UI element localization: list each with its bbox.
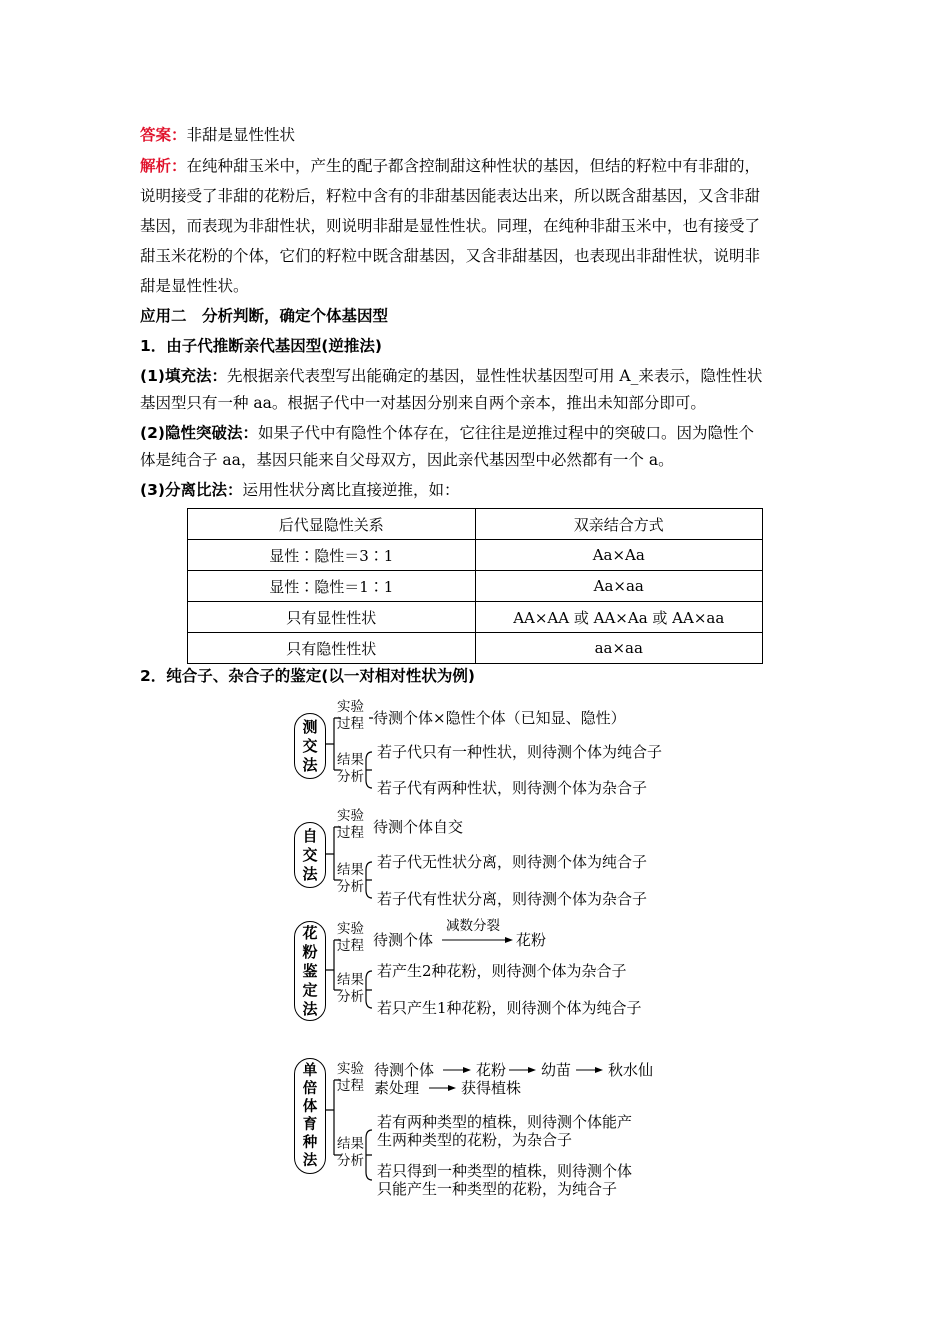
analysis-text: 在纯种甜玉米中，产生的配子都含控制甜这种性状的基因，但结的籽粒中有非甜的， [186, 157, 761, 175]
method-fill-line-2: 基因型只有一种 aa。根据子代中一对基因分别来自两个亲本，推出未知部分即可。 [140, 394, 706, 412]
method-recessive-text: 如果子代中有隐性个体存在，它往往是逆推过程中的突破口。因为隐性个 [257, 424, 754, 442]
haploid-step-4-cont: 素处理 [374, 1079, 420, 1097]
method-recessive-line-1 [140, 423, 754, 443]
res-label-bottom: 分析 [337, 1153, 364, 1169]
haploid-step-5: 获得植株 [461, 1079, 522, 1097]
table-cell: 显性∶隐性＝1∶1 [188, 571, 476, 602]
haploid-step-3: 幼苗 [541, 1061, 572, 1079]
char: 定 [302, 980, 318, 999]
analysis-line-3: 基因，而表现为非甜性状，则说明非甜是显性性状。同理，在纯种非甜玉米中，也有接受了 [140, 217, 761, 235]
table-cell: 显性∶隐性＝3∶1 [188, 540, 476, 571]
answer-line [140, 125, 295, 145]
char: 粉 [302, 942, 318, 961]
char: 种 [302, 1135, 318, 1151]
subheading-1: 1．由子代推断亲代基因型(逆推法) [140, 337, 382, 355]
pollen-result-2: 若只产生1种花粉，则待测个体为纯合子 [377, 999, 642, 1017]
char: 交 [302, 845, 318, 864]
exp-label-top: 实验 [337, 808, 364, 824]
exp-label-bottom: 过程 [337, 716, 364, 732]
char: 倍 [302, 1081, 318, 1097]
table-header: 双亲结合方式 [475, 509, 763, 540]
char: 自 [302, 826, 318, 845]
analysis-line-1 [140, 156, 760, 176]
res-label-bottom: 分析 [337, 879, 364, 895]
table-cell: Aa×aa [475, 571, 763, 602]
method-selfing-label [294, 822, 326, 888]
method-haploid-label [294, 1058, 326, 1174]
haploid-result-2-line-2: 只能产生一种类型的花粉，为纯合子 [377, 1180, 618, 1198]
exp-label-bottom: 过程 [337, 938, 364, 954]
char: 单 [302, 1063, 318, 1079]
res-label-bottom: 分析 [337, 769, 364, 785]
res-label-top: 结果 [337, 752, 364, 768]
method-fill-text: 先根据亲代表型写出能确定的基因，显性性状基因型可用 A_来表示，隐性性状 [226, 367, 763, 385]
selfing-result-1: 若子代无性状分离，则待测个体为纯合子 [377, 853, 648, 871]
char: 法 [302, 1153, 318, 1169]
analysis-line-5: 甜是显性性状。 [140, 277, 249, 295]
testcross-result-2: 若子代有两种性状，则待测个体为杂合子 [377, 779, 648, 797]
subheading-2: 2．纯合子、杂合子的鉴定(以一对相对性状为例) [140, 667, 475, 685]
char: 鉴 [302, 961, 318, 980]
table-row [188, 633, 763, 664]
ratio-table [187, 508, 763, 664]
table-cell: aa×aa [475, 633, 763, 664]
table-row [188, 571, 763, 602]
method-testcross-label [294, 713, 326, 779]
analysis-label: 解析： [140, 156, 187, 175]
selfing-experiment: 待测个体自交 [373, 818, 464, 836]
section-title: 应用二 分析判断，确定个体基因型 [140, 307, 389, 325]
table-row [188, 540, 763, 571]
answer-text: 非甜是显性性状 [186, 126, 296, 144]
exp-label-bottom: 过程 [337, 1078, 364, 1094]
res-label-bottom: 分析 [337, 989, 364, 1005]
char: 花 [302, 923, 318, 942]
haploid-result-1-line-2: 生两种类型的花粉，为杂合子 [377, 1131, 573, 1149]
table-cell: 只有显性性状 [188, 602, 476, 633]
char: 测 [302, 717, 318, 736]
method-ratio-label: (3)分离比法： [140, 481, 243, 499]
method-ratio-line [140, 480, 459, 500]
table-cell: 只有隐性性状 [188, 633, 476, 664]
method-pollen-label [294, 921, 326, 1021]
res-label-top: 结果 [337, 862, 364, 878]
exp-label-bottom: 过程 [337, 825, 364, 841]
pollen-result-1: 若产生2种花粉，则待测个体为杂合子 [377, 962, 627, 980]
char: 法 [302, 755, 318, 774]
answer-label: 答案： [140, 125, 187, 144]
exp-label-top: 实验 [337, 699, 364, 715]
method-fill-label: (1)填充法： [140, 367, 227, 385]
char: 体 [302, 1099, 318, 1115]
haploid-step-1: 待测个体 [374, 1061, 435, 1079]
exp-label-top: 实验 [337, 921, 364, 937]
char: 法 [302, 999, 318, 1018]
haploid-step-4: 秋水仙 [608, 1061, 654, 1079]
char: 法 [302, 864, 318, 883]
exp-label-top: 实验 [337, 1061, 364, 1077]
analysis-line-4: 甜玉米花粉的个体，它们的籽粒中既含甜基因，又含非甜基因，也表现出非甜性状，说明非 [140, 247, 761, 265]
method-ratio-text: 运用性状分离比直接逆推，如： [242, 481, 460, 499]
char: 交 [302, 736, 318, 755]
haploid-result-1-line-1: 若有两种类型的植株，则待测个体能产 [377, 1113, 633, 1131]
char: 育 [302, 1117, 318, 1133]
res-label-top: 结果 [337, 1136, 364, 1152]
pollen-experiment-start: 待测个体 [373, 931, 434, 949]
table-header-row [188, 509, 763, 540]
method-recessive-line-2: 体是纯合子 aa，基因只能来自父母双方，因此亲代基因型中必然都有一个 a。 [140, 451, 674, 469]
haploid-result-2-line-1: 若只得到一种类型的植株，则待测个体 [377, 1162, 633, 1180]
testcross-result-1: 若子代只有一种性状，则待测个体为纯合子 [377, 743, 663, 761]
haploid-step-2: 花粉 [476, 1061, 507, 1079]
table-header: 后代显隐性关系 [188, 509, 476, 540]
analysis-line-2: 说明接受了非甜的花粉后，籽粒中含有的非甜基因能表达出来，所以既含甜基因，又含非甜 [140, 187, 761, 205]
res-label-top: 结果 [337, 972, 364, 988]
method-recessive-label: (2)隐性突破法： [140, 424, 258, 442]
table-row [188, 602, 763, 633]
selfing-result-2: 若子代有性状分离，则待测个体为杂合子 [377, 890, 648, 908]
pollen-experiment-end: 花粉 [516, 931, 547, 949]
meiosis-arrow-label: 减数分裂 [446, 918, 500, 934]
table-cell: AA×AA 或 AA×Aa 或 AA×aa [475, 602, 763, 633]
testcross-experiment: 待测个体×隐性个体（已知显、隐性） [373, 709, 626, 727]
table-cell: Aa×Aa [475, 540, 763, 571]
method-fill-line-1 [140, 366, 762, 386]
